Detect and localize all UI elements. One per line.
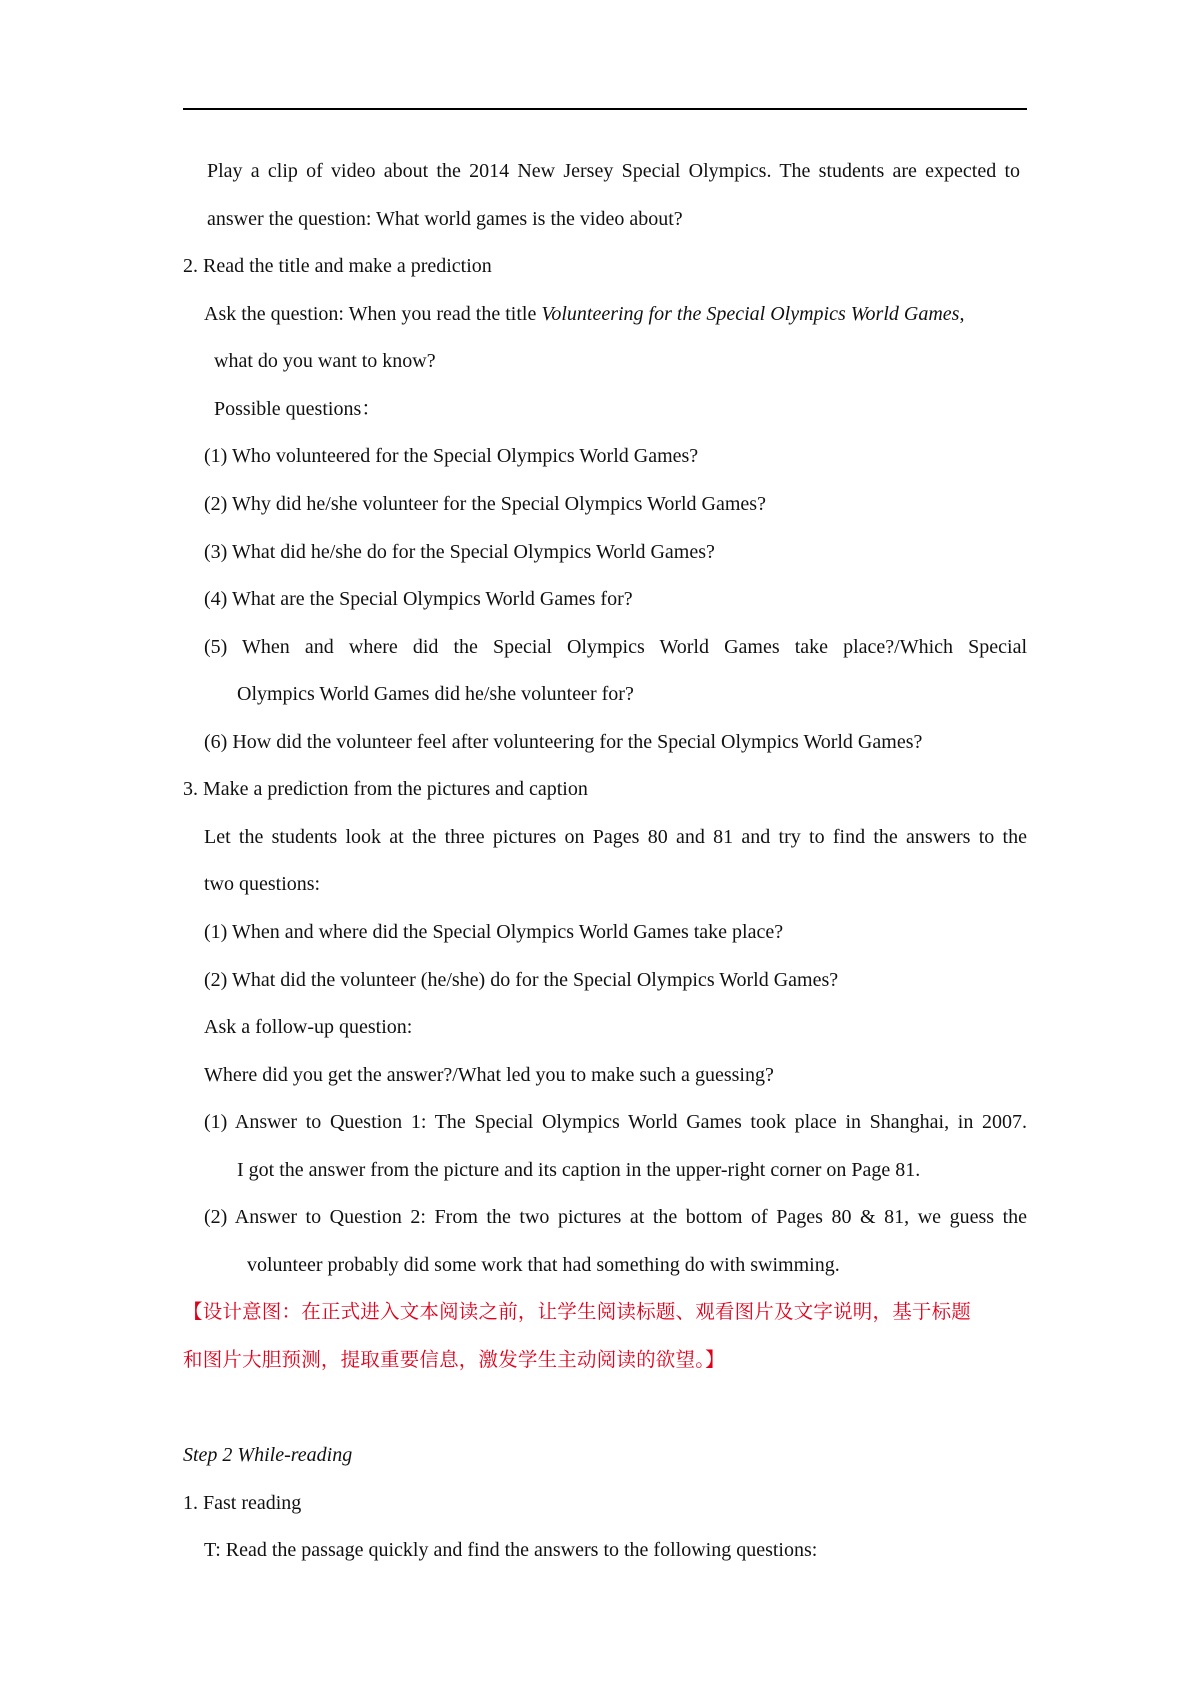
answer-2-line-2: volunteer probably did some work that had something do with swimming. (247, 1254, 840, 1276)
s3-instruction-line-1: Let the students look at the three pictures on Pages 80 and 81 and try to find the answers to the (204, 826, 1027, 848)
intro-line-1: Play a clip of video about the 2014 New Jersey Special Olympics. The students are expected to (207, 160, 1020, 182)
s3-instruction-line-2: two questions: (204, 873, 321, 895)
possible-questions-label: Possible questions： (214, 398, 382, 420)
fast-reading-heading: 1. Fast reading (183, 1492, 302, 1514)
intro-line-2: answer the question: What world games is the video about? (207, 208, 683, 230)
fast-reading-instruction: T: Read the passage quickly and find the answers to the following questions: (204, 1539, 818, 1561)
follow-up-label: Ask a follow-up question: (204, 1016, 413, 1038)
s2-question-3: (3) What did he/she do for the Special Olympics World Games? (204, 541, 715, 563)
s3-question-1: (1) When and where did the Special Olympics World Games take place? (204, 921, 784, 943)
s2-question-2: (2) Why did he/she volunteer for the Special Olympics World Games? (204, 493, 766, 515)
s2-question-5-line-2: Olympics World Games did he/she volunteer for? (237, 683, 634, 705)
header-rule (183, 108, 1027, 110)
s2-question-1: (1) Who volunteered for the Special Olympics World Games? (204, 445, 699, 467)
s2-question-6: (6) How did the volunteer feel after volunteering for the Special Olympics World Games? (204, 731, 923, 753)
ask-question-cont: what do you want to know? (214, 350, 436, 372)
ask-title: Volunteering for the Special Olympics World Games (541, 303, 960, 325)
ask-question-line (204, 302, 964, 326)
answer-1-line-2: I got the answer from the picture and its caption in the upper-right corner on Page 81. (237, 1159, 921, 1181)
ask-prefix: Ask the question: When you read the title (204, 303, 542, 325)
s2-question-4: (4) What are the Special Olympics World Games for? (204, 588, 633, 610)
ask-suffix: , (959, 303, 965, 325)
s3-question-2: (2) What did the volunteer (he/she) do for the Special Olympics World Games? (204, 969, 839, 991)
step-2-heading: Step 2 While-reading (183, 1444, 353, 1466)
s2-question-5-line-1: (5) When and where did the Special Olympics World Games take place?/Which Special (204, 636, 1027, 658)
follow-up-question: Where did you get the answer?/What led you to make such a guessing? (204, 1064, 774, 1086)
answer-1-line-1: (1) Answer to Question 1: The Special Olympics World Games took place in Shanghai, in 2007. (204, 1111, 1027, 1133)
design-intent-line-2: 和图片大胆预测，提取重要信息，激发学生主动阅读的欲望。】 (183, 1348, 725, 1371)
section-2-heading: 2. Read the title and make a prediction (183, 255, 492, 277)
answer-2-line-1: (2) Answer to Question 2: From the two pictures at the bottom of Pages 80 & 81, we guess the (204, 1206, 1027, 1228)
design-intent-line-1: 【设计意图：在正式进入文本阅读之前，让学生阅读标题、观看图片及文字说明，基于标题 (183, 1300, 972, 1323)
section-3-heading: 3. Make a prediction from the pictures and caption (183, 778, 588, 800)
